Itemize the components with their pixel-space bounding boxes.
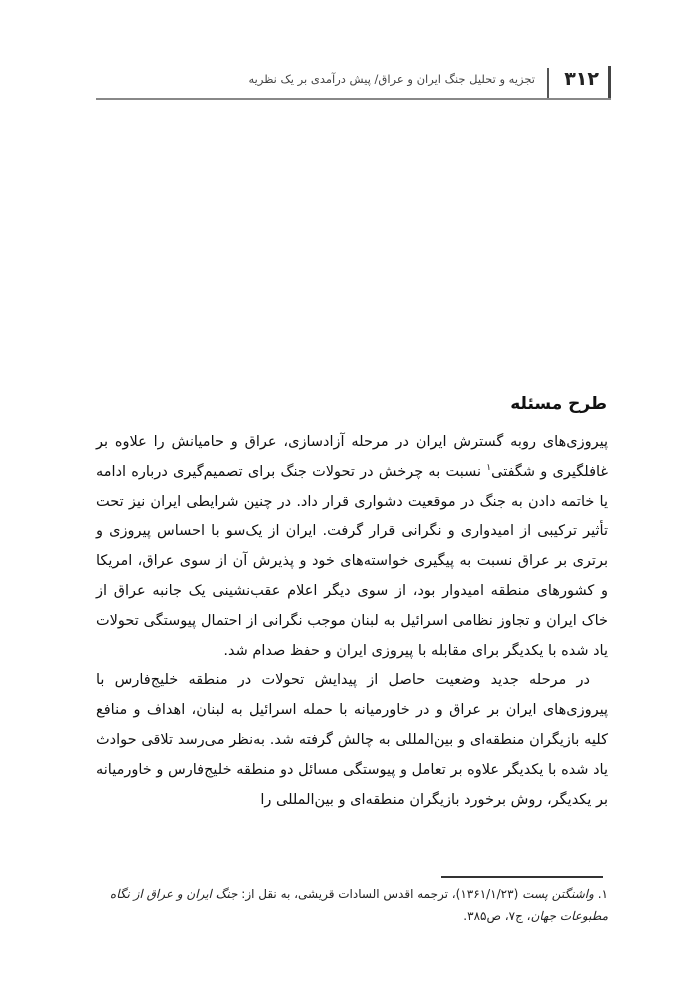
paragraph-1 (96, 428, 608, 666)
footnote-source-title: واشنگتن پست (522, 887, 594, 901)
body-text (96, 428, 608, 815)
header-divider (547, 68, 549, 98)
paragraph-2: در مرحله جدید وضعیت حاصل از پیدایش تحولات در منطقه خلیج‌فارس با پیروزی‌های ایران بر عراق و در خاورمیانه با حمله اسرائیل به لبنان، اهداف و منافع کلیه بازیگران منطقه‌ای و بین‌المللی به چالش گرفته شد. به‌نظر می‌رسد تلاقی حوادث یاد شده با یکدیگر علاوه بر تعامل و پیوستگی مسائل دو منطقه خلیج‌فارس و خاورمیانه بر یکدیگر، روش برخورد بازیگران منطقه‌ای و بین‌المللی را (96, 672, 608, 808)
paragraph-1-part-1: پیروزی‌های روبه گسترش ایران در مرحله آزادسازی، عراق و حامیانش را علاوه بر غافلگیری و شگفتی (96, 434, 608, 480)
footnote-number: ۱. (593, 887, 608, 901)
footnote-book-title: جنگ ایران و عراق از نگاه مطبوعات جهان (109, 887, 608, 923)
section-heading: طرح مسئله (510, 394, 607, 414)
footnote-volume-page: ، ج۷، ص۳۸۵. (463, 909, 531, 923)
footnote-reference: ۱ (486, 462, 492, 473)
footnote (96, 883, 608, 927)
paragraph-1-part-2: نسبت به چرخش در تحولات جنگ برای تصمیم‌گیری درباره ادامه یا خاتمه دادن به جنگ در موقعیت دشواری قرار داد. در چنین شرایطی ایران نیز تحت تأثیر ترکیبی از امیدواری و نگرانی قرار گرفت. ایران از یک‌سو با احساس پیروزی و برتری بر عراق نسبت به پیگیری خواسته‌های خود و پذیرش آن از سوی عراق، امریکا و کشورهای منطقه امیدوار بود، از سوی دیگر اعلام عقب‌نشینی یک جانبه عراق از خاک ایران و تجاوز نظامی اسرائیل به لبنان موجب نگرانی از احتمال پیوستگی تحولات یاد شده با یکدیگر برای مقابله با پیروزی ایران و حفظ صدام شد. (96, 463, 608, 659)
footnote-rule (441, 876, 603, 878)
running-title: تجزیه و تحلیل جنگ ایران و عراق/ پیش درآمدی بر یک نظریه (248, 72, 535, 86)
header-rule (96, 98, 611, 100)
header-vertical-rule (608, 66, 611, 100)
page-number: ۳۱۲ (564, 68, 599, 90)
page-header (96, 66, 611, 100)
footnote-date-translator: (۱۳۶۱/۱/۲۳)، ترجمه اقدس السادات قریشی، به نقل از: (237, 887, 523, 901)
